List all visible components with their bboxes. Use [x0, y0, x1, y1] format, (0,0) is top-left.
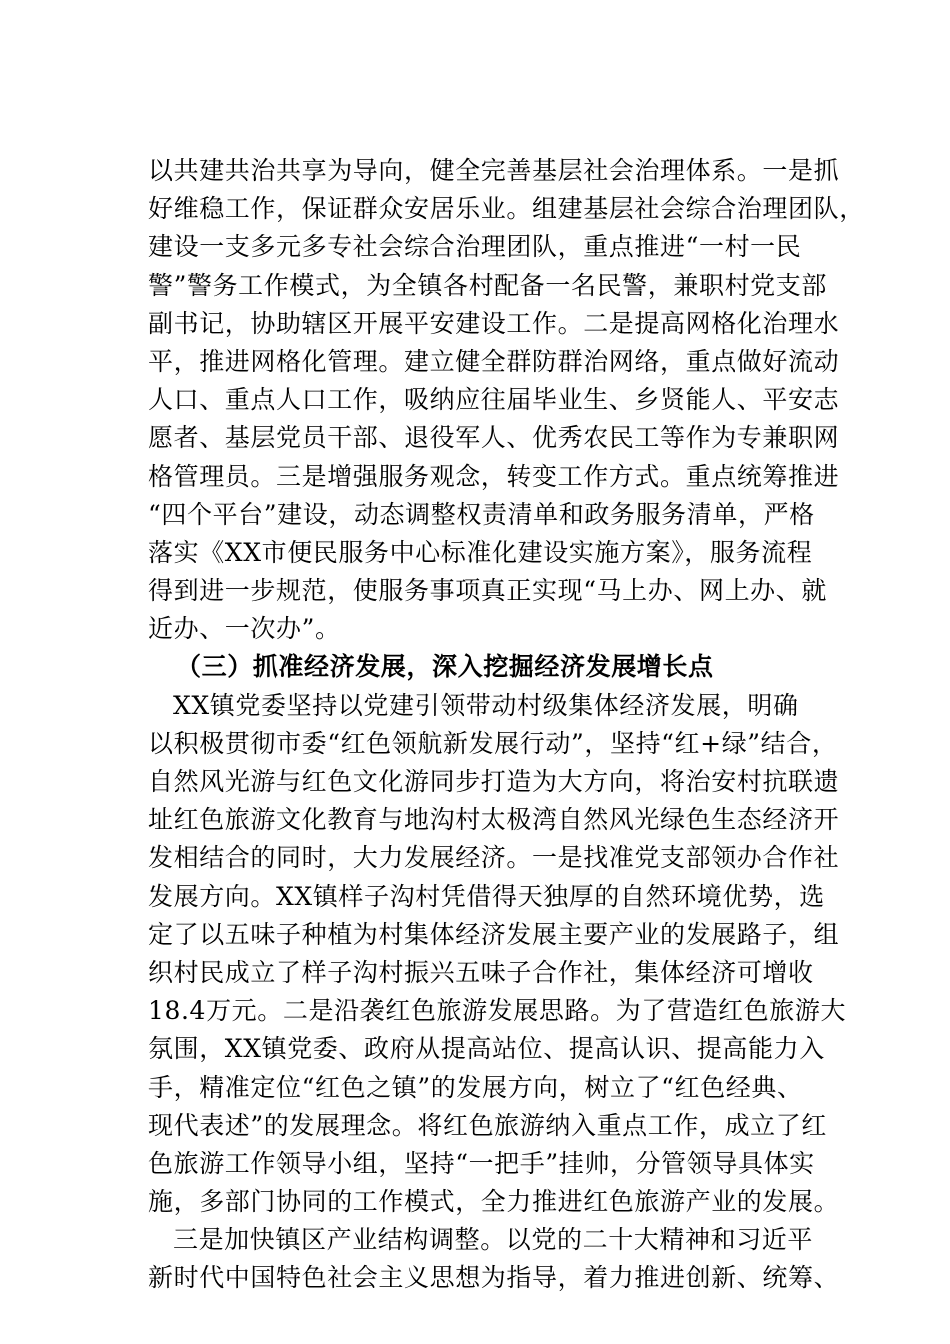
text-line: 氛围，XX镇党委、政府从提高站位、提高认识、提高能力入: [148, 1034, 825, 1064]
text-line: 落实《XX市便民服务中心标准化建设实施方案》，服务流程: [148, 537, 813, 567]
text-line: 以积极贯彻市委“红色领航新发展行动”，坚持“红+绿”结合，: [148, 728, 838, 758]
text-line: 手，精准定位“红色之镇”的发展方向，树立了“红色经典、: [148, 1072, 803, 1102]
text-line: 发相结合的同时，大力发展经济。一是找准党支部领办合作社: [148, 843, 840, 873]
text-line: 施，多部门协同的工作模式，全力推进红色旅游产业的发展。: [148, 1187, 840, 1217]
text-line: 好维稳工作，保证群众安居乐业。组建基层社会综合治理团队，: [148, 194, 865, 224]
text-line: 格管理员。三是增强服务观念，转变工作方式。重点统筹推进: [148, 461, 840, 491]
text-line: 得到进一步规范，使服务事项真正实现“马上办、网上办、就: [148, 576, 827, 606]
section-heading: （三）抓准经济发展，深入挖掘经济发展增长点: [176, 652, 714, 682]
text-line: 发展方向。XX镇样子沟村凭借得天独厚的自然环境优势，选: [148, 881, 825, 911]
text-line: 色旅游工作领导小组，坚持“一把手”挂帅，分管领导具体实: [148, 1148, 815, 1178]
text-line: 副书记，协助辖区开展平安建设工作。二是提高网格化治理水: [148, 308, 840, 338]
text-line: 以共建共治共享为导向，健全完善基层社会治理体系。一是抓: [148, 156, 840, 185]
text-line: 平，推进网格化管理。建立健全群防群治网络，重点做好流动: [148, 346, 840, 376]
text-line: 建设一支多元多专社会综合治理团队，重点推进“一村一民: [148, 232, 802, 262]
text-line: 人口、重点人口工作，吸纳应往届毕业生、乡贤能人、平安志: [148, 385, 840, 415]
text-line: 定了以五味子种植为村集体经济发展主要产业的发展路子，组: [148, 919, 840, 949]
text-line: 近办、一次办”。: [148, 614, 341, 644]
text-line: 现代表述”的发展理念。将红色旅游纳入重点工作，成立了红: [148, 1110, 827, 1140]
body-text: [148, 152, 865, 1298]
text-line: 址红色旅游文化教育与地沟村太极湾自然风光绿色生态经济开: [148, 805, 840, 835]
text-line: 自然风光游与红色文化游同步打造为大方向，将治安村抗联遗: [148, 767, 840, 796]
paragraph-first-line: XX镇党委坚持以党建引领带动村级集体经济发展，明确: [173, 690, 799, 720]
text-line: 新时代中国特色社会主义思想为指导，着力推进创新、统筹、: [148, 1263, 840, 1293]
paragraph-first-line: 三是加快镇区产业结构调整。以党的二十大精神和习近平: [173, 1225, 814, 1255]
text-line: 织村民成立了样子沟村振兴五味子合作社，集体经济可增收: [148, 957, 814, 987]
text-line: “四个平台”建设，动态调整权责清单和政务服务清单，严格: [148, 499, 815, 529]
text-line: 警”警务工作模式，为全镇各村配备一名民警，兼职村党支部: [148, 270, 827, 300]
text-line: 愿者、基层党员干部、退役军人、优秀农民工等作为专兼职网: [148, 423, 840, 453]
text-line: 18.4万元。二是沿袭红色旅游发展思路。为了营造红色旅游大: [148, 996, 847, 1026]
